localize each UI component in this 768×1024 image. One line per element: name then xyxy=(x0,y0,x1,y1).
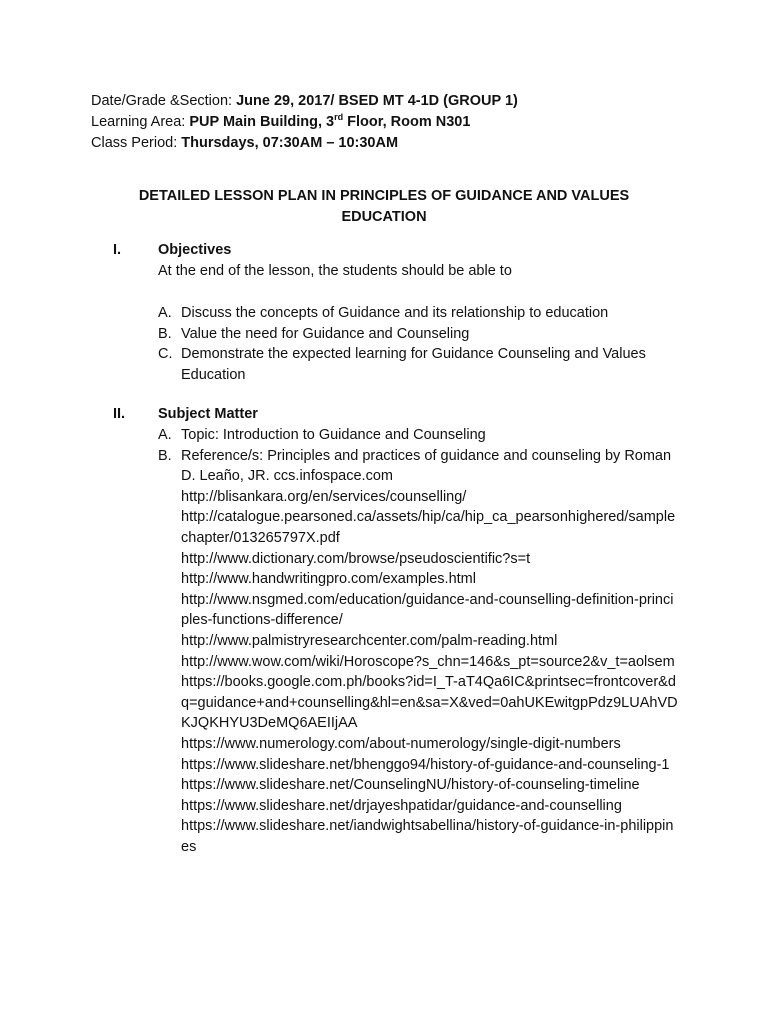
reference-link[interactable]: http://www.palmistryresearchcenter.com/palm-reading.html xyxy=(181,632,558,649)
date-value: June 29, 2017/ BSED MT 4-1D (GROUP 1) xyxy=(236,93,518,109)
date-label: Date/Grade &Section: xyxy=(91,93,237,109)
subject-matter-section xyxy=(91,404,681,857)
references-list xyxy=(181,487,681,858)
list-marker: B. xyxy=(158,447,172,464)
list-item xyxy=(158,303,681,324)
list-item xyxy=(158,324,681,345)
list-marker: C. xyxy=(158,346,173,363)
section-title: Subject Matter xyxy=(158,406,258,422)
list-item-text: Value the need for Guidance and Counseling xyxy=(181,325,470,342)
reference-link[interactable]: https://www.numerology.com/about-numerology/single-digit-numbers xyxy=(181,735,621,752)
reference-link[interactable]: http://www.handwritingpro.com/examples.html xyxy=(181,571,476,588)
title-line-1: DETAILED LESSON PLAN IN PRINCIPLES OF GUIDANCE AND VALUES xyxy=(138,188,630,204)
reference-link[interactable]: http://www.nsgmed.com/education/guidance-and-counselling-definition-principles-functions-difference/ xyxy=(181,591,674,629)
objectives-intro: At the end of the lesson, the students should be able to xyxy=(158,263,512,279)
reference-link[interactable]: http://www.dictionary.com/browse/pseudoscientific?s=t xyxy=(181,550,531,567)
reference-link[interactable]: https://www.slideshare.net/CounselingNU/history-of-counseling-timeline xyxy=(181,777,640,794)
reference-link[interactable]: http://www.wow.com/wiki/Horoscope?s_chn=146&s_pt=source2&v_t=aolsem xyxy=(181,653,675,670)
reference-link[interactable]: https://www.slideshare.net/iandwightsabellina/history-of-guidance-in-philippines xyxy=(181,818,674,855)
list-marker: A. xyxy=(158,305,172,321)
topic-text: Topic: Introduction to Guidance and Counseling xyxy=(181,427,486,443)
document-title xyxy=(91,186,677,228)
title-line-2: EDUCATION xyxy=(341,209,427,225)
period-value: Thursdays, 07:30AM – 10:30AM xyxy=(181,135,399,151)
list-item xyxy=(158,344,681,385)
reference-link[interactable]: http://catalogue.pearsoned.ca/assets/hip/ca/hip_ca_pearsonhighered/samplechapter/013265797X.pdf xyxy=(181,509,676,546)
section-number: I. xyxy=(113,242,122,258)
objectives-section xyxy=(91,240,681,385)
topic-item xyxy=(158,425,681,446)
section-title: Objectives xyxy=(158,242,232,258)
references-intro: Reference/s: Principles and practices of guidance and counseling by Roman D. Leaño, JR. ccs.infospace.com xyxy=(181,447,672,485)
objectives-list xyxy=(158,303,681,385)
reference-link[interactable]: https://books.google.com.ph/books?id=I_T-aT4Qa6IC&printsec=frontcover&dq=guidance+and+counselling&hl=en&sa=X&ved=0ahUKEwitgpPdz9LUAhVDKJQKHYU3DeMQ6AEIIjAA xyxy=(181,674,678,732)
date-grade-section-row xyxy=(91,91,518,112)
list-marker: A. xyxy=(158,427,172,443)
section-number: II. xyxy=(113,406,126,422)
lesson-header xyxy=(91,91,518,154)
class-period-row xyxy=(91,133,518,154)
area-value-ordinal: rd xyxy=(334,112,344,123)
references-item xyxy=(158,446,681,858)
objectives-heading xyxy=(91,240,681,261)
area-label: Learning Area: xyxy=(91,114,190,130)
list-item-text: Discuss the concepts of Guidance and its relationship to education xyxy=(181,305,609,321)
reference-link[interactable]: https://www.slideshare.net/bhenggo94/history-of-guidance-and-counseling-1 xyxy=(181,756,670,773)
area-value xyxy=(189,114,470,130)
subject-matter-list xyxy=(158,425,681,857)
learning-area-row xyxy=(91,112,518,133)
reference-link[interactable]: https://www.slideshare.net/drjayeshpatidar/guidance-and-counselling xyxy=(181,797,622,814)
area-value-main: PUP Main Building, 3 xyxy=(189,114,335,130)
period-label: Class Period: xyxy=(91,135,182,151)
reference-link[interactable]: http://blisankara.org/en/services/counselling/ xyxy=(181,488,467,505)
list-item-text: Demonstrate the expected learning for Guidance Counseling and Values Education xyxy=(181,346,646,383)
subject-matter-heading xyxy=(91,404,681,425)
list-marker: B. xyxy=(158,325,172,342)
area-value-room: Floor, Room N301 xyxy=(343,114,471,130)
